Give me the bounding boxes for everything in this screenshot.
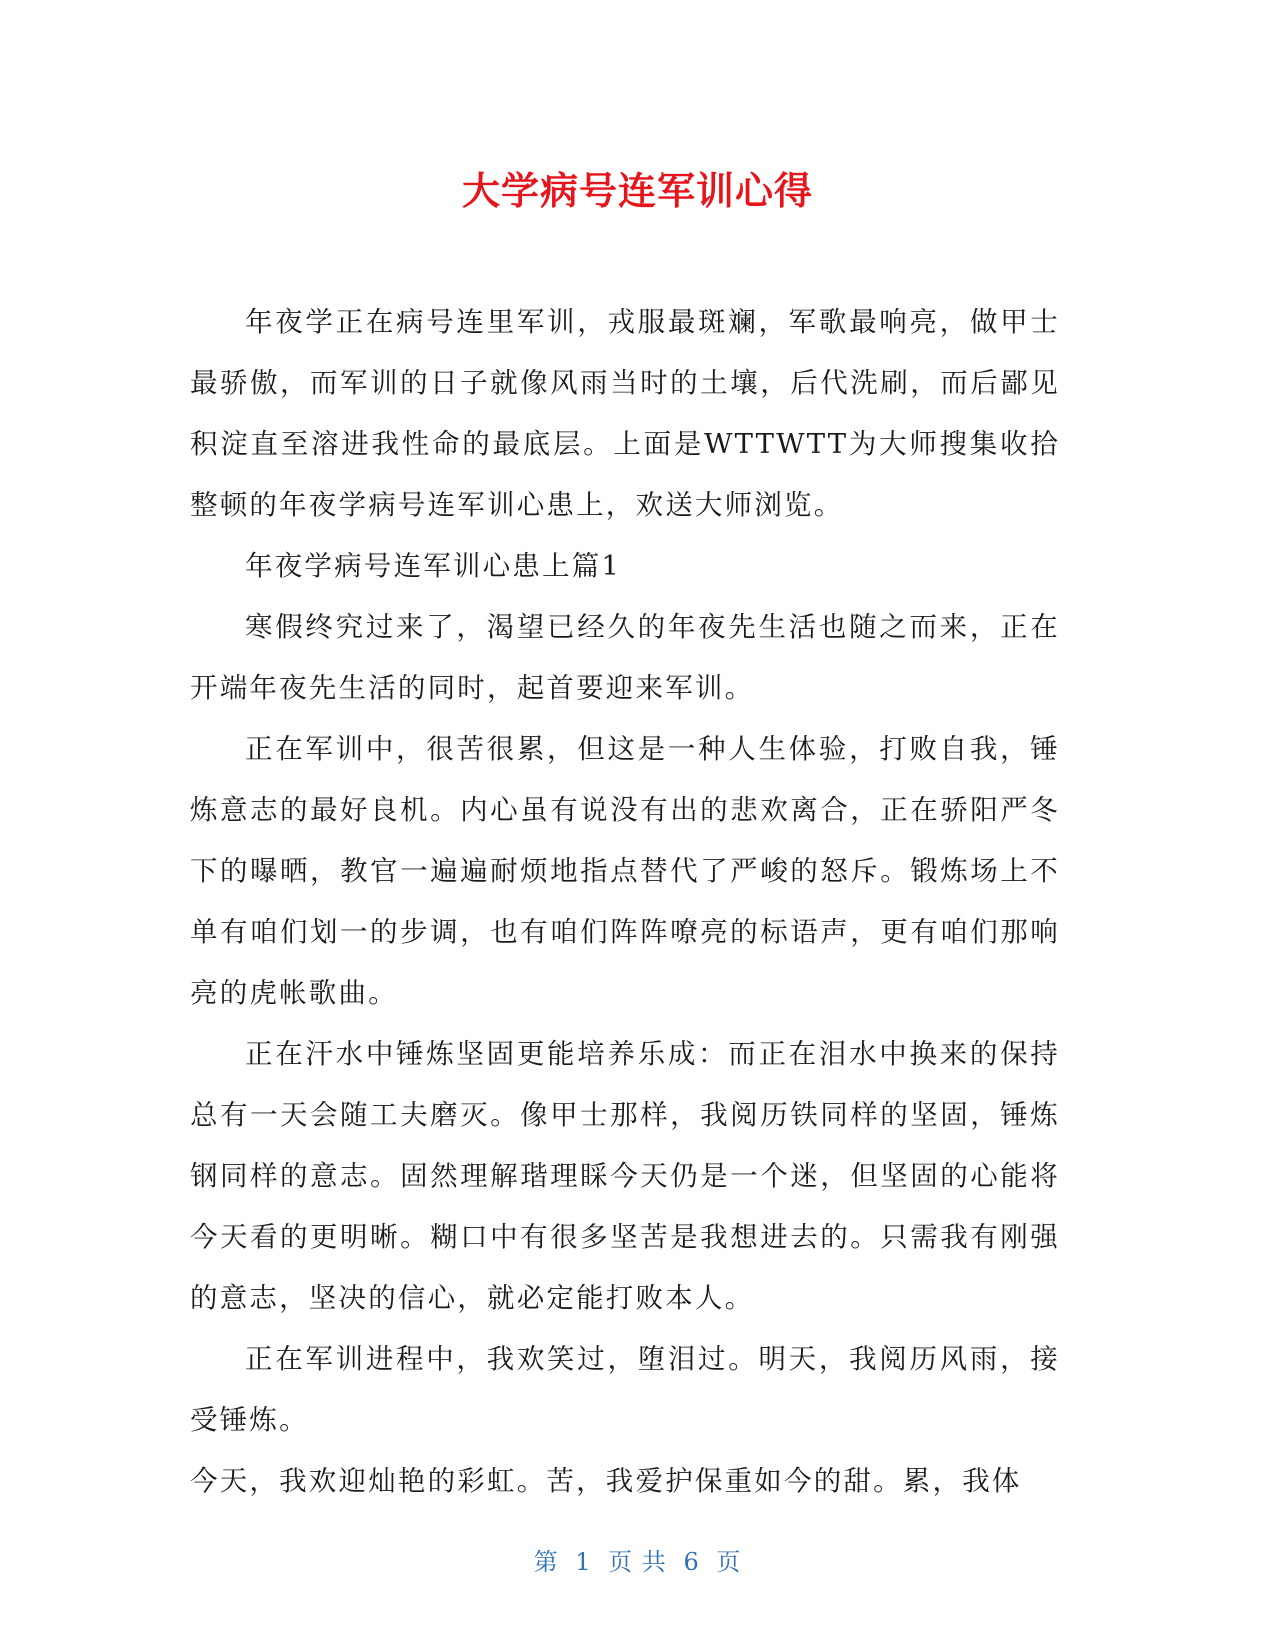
footer-prefix: 第 — [533, 1548, 559, 1576]
footer-middle: 页 共 — [608, 1548, 667, 1576]
footer-suffix: 页 — [716, 1548, 742, 1576]
footer-total-pages: 6 — [683, 1548, 700, 1576]
document-title: 大学病号连军训心得 — [461, 169, 813, 213]
document-body — [190, 292, 1060, 1512]
paragraph: 今天，我欢迎灿艳的彩虹。苦，我爱护保重如今的甜。累，我体 — [190, 1465, 1022, 1497]
page-footer — [0, 1542, 1275, 1577]
paragraph-intro: 年夜学正在病号连里军训，戎服最斑斓，军歌最响亮，做甲士最骄傲，而军训的日子就像风雨当时的土壤，后代洗刷，而后鄙见积淀直至溶进我性命的最底层。上面是WTTWTT为大师搜集收拾整顿的年夜学病号连军训心患上，欢送大师浏览。 — [190, 306, 1060, 521]
paragraph: 正在汗水中锤炼坚固更能培养乐成：而正在泪水中换来的保持总有一天会随工夫磨灭。像甲士那样，我阅历铁同样的坚固，锤炼钢同样的意志。固然理解瑎理睬今天仍是一个迷，但坚固的心能将今天看的更明晰。糊口中有很多坚苦是我想进去的。只需我有刚强的意志，坚决的信心，就必定能打败本人。 — [190, 1038, 1060, 1314]
paragraph: 寒假终究过来了，渴望已经久的年夜先生活也随之而来，正在开端年夜先生活的同时，起首要迎来军训。 — [190, 611, 1060, 704]
section-heading: 年夜学病号连军训心患上篇1 — [245, 550, 622, 582]
paragraph: 正在军训中，很苦很累，但这是一种人生体验，打败自我，锤炼意志的最好良机。内心虽有说没有出的悲欢离合，正在骄阳严冬下的曝晒，教官一遍遍耐烦地指点替代了严峻的怒斥。锻炼场上不单有咱们划一的步调，也有咱们阵阵嘹亮的标语声，更有咱们那响亮的虎帐歌曲。 — [190, 733, 1060, 1009]
paragraph: 正在军训进程中，我欢笑过，堕泪过。明天，我阅历风雨，接受锤炼。 — [190, 1343, 1060, 1436]
footer-page-number: 1 — [575, 1548, 592, 1576]
